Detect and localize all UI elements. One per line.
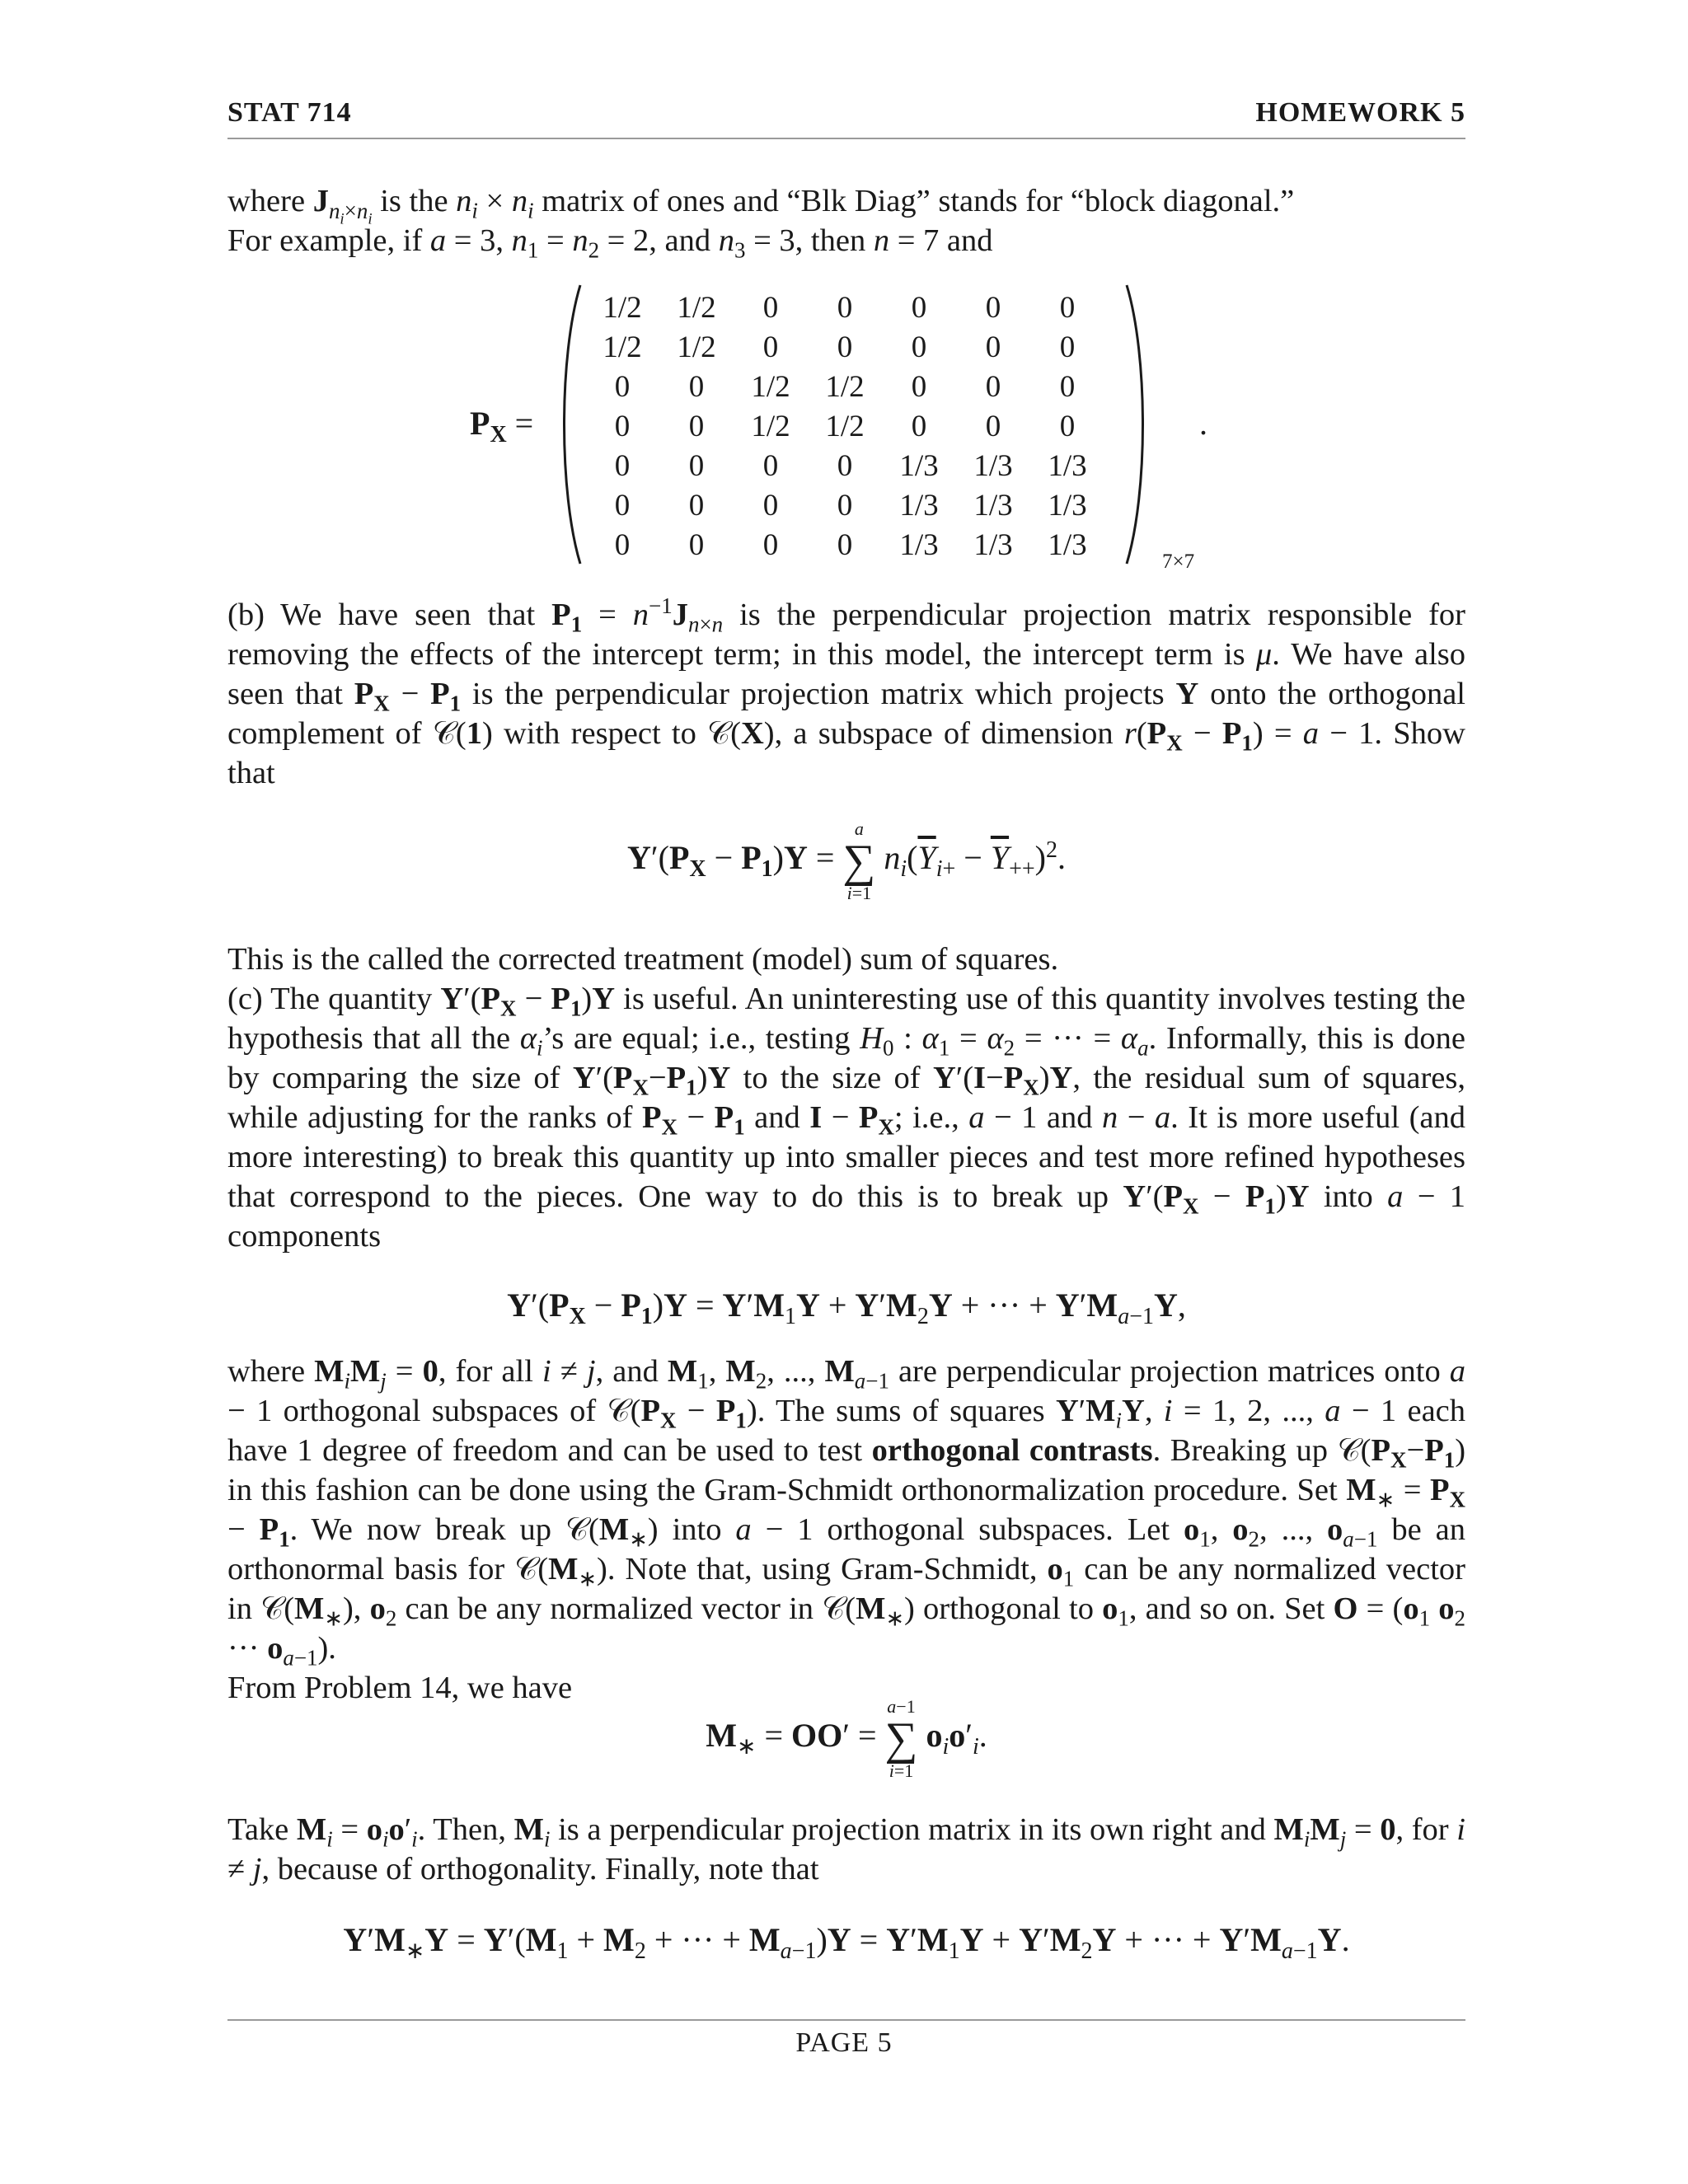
matrix-cell: 1/2 (825, 410, 865, 443)
matrix-cell: 1/3 (1048, 449, 1087, 483)
matrix-cell: 0 (688, 410, 705, 443)
page-number: PAGE 5 (795, 2027, 893, 2058)
matrix-cell: 0 (1059, 291, 1076, 325)
matrix-cell: 0 (985, 410, 1001, 443)
matrix-cell: 0 (911, 291, 927, 325)
matrix-cell: 1/3 (973, 528, 1013, 562)
equation-final: $Y'M_∗Y = Y'(M_1 + M_2$ + ··· + $M_{a-1})Y = Y'M_1Y + Y'M_2Y$ + ··· + $Y'M_{a-1}Y$. (343, 1921, 1350, 1964)
matrix-cell: 0 (614, 410, 631, 443)
matrix-cell: 0 (688, 449, 705, 483)
matrix-cell: 1/3 (973, 489, 1013, 523)
matrix-cell: 1/2 (603, 330, 642, 364)
final-paragraph: Take $M_i = o_io'_i$. Then, $M_i$ is a perpendicular projection matrix in its own right and $M_iM_j = 0$, for i ≠ j, because of orthogonality. Finally, note that (227, 1812, 1465, 1886)
part-b-paragraph: (b) We have seen that $P_1 = n^{-1}J_{n\times n}$ is the perpendicular projection matrix responsible for removing the effects of the intercept term; in this model, the intercept term is μ. We have also seen that $P_X - P_1$ is the perpendicular projection matrix which projects Y onto the orthogonal complement of 𝒞(1) with respect to 𝒞(X), a subspace of dimension $r(P_X - P_1) = a - 1$. Show that (227, 593, 1466, 790)
matrix-cell: 1/2 (751, 370, 790, 404)
matrix-cell: 0 (985, 370, 1001, 404)
matrix-cell: 0 (911, 370, 927, 404)
matrix-dimension: 7×7 (1162, 551, 1195, 573)
intro-paragraph (227, 181, 1465, 263)
matrix-cell: 0 (688, 528, 705, 562)
matrix-cell: 0 (837, 489, 853, 523)
equation-decomposition: $Y'(P_X - P_1)Y = Y'M_1Y + Y'M_2Y$ + ··· + $Y'M_{a-1}Y$, (507, 1286, 1186, 1329)
matrix-cell: 0 (985, 291, 1001, 325)
orthogonal-contrasts-paragraph: where $M_iM_j = 0$, for all i ≠ j, and $M_1$, $M_2$, ..., $M_{a-1}$ are perpendicular projection matrices onto a − 1 orthogonal subspaces of $𝒞(P_X - P_1)$. The sums of squares $Y'M_iY$, i = 1, 2, ..., a − 1 each have 1 degree of freedom and can be used to test orthogonal contrasts. Breaking up $𝒞(P_X-P_1)$ in this fashion can be done using the Gram-Schmidt orthonormalization procedure. Set $M_∗ = P_X - P_1$. We now break up $𝒞(M_∗)$ into a − 1 orthogonal subspaces. Let $o_1$, $o_2$, ..., $o_{a-1}$ be an orthonormal basis for $𝒞(M_∗)$. Note that, using Gram-Schmidt, $o_1$ can be any normalized vector in $𝒞(M_∗)$, $o_2$ can be any normalized vector in $𝒞(M_∗)$ orthogonal to $o_1$, and so on. Set $O = (o_1$ $o_2$ ··· $o_{a-1}$). From Problem 14, we have (227, 1354, 1466, 1705)
matrix-cell: 1/3 (899, 528, 939, 562)
matrix-cell: 0 (762, 449, 779, 483)
matrix-cell: 1/3 (1048, 489, 1087, 523)
matrix-cell: 0 (837, 291, 853, 325)
header-rule (227, 138, 1465, 139)
matrix-cell: 0 (614, 489, 631, 523)
page-header (227, 97, 1465, 135)
equation-sum-squares: $Y'(P_X - P_1)Y$ = a ∑ i=1 $n_i(\overline{Y}_{i+} - \overline{Y}_{++})^2$. (626, 818, 1066, 903)
intro-line-2: For example, if a = 3, $n_1 = n_2 = 2$, and $n_3 = 3$, then n = 7 and (227, 223, 993, 263)
matrix-label: $P_X$ = (470, 405, 534, 448)
course-title: STAT 714 (227, 97, 352, 128)
matrix-cell: 0 (614, 449, 631, 483)
matrix-cell: 0 (762, 291, 779, 325)
left-paren (556, 282, 584, 567)
matrix-cell: 1/2 (677, 330, 716, 364)
matrix-cell: 0 (614, 528, 631, 562)
matrix-cell: 1/2 (603, 291, 642, 325)
homework-title: HOMEWORK 5 (1255, 97, 1465, 128)
matrix-cell: 1/3 (899, 449, 939, 483)
matrix-cell: 0 (837, 449, 853, 483)
matrix-cell: 1/2 (677, 291, 716, 325)
matrix-cell: 0 (837, 528, 853, 562)
matrix-cell: 0 (762, 489, 779, 523)
matrix-cell: 0 (688, 370, 705, 404)
matrix-cell: 0 (985, 330, 1001, 364)
matrix-grid (585, 288, 1104, 565)
matrix-cell: 1/3 (1048, 528, 1087, 562)
intro-line-1: where $J_{n_i\times n_i}$ is the $n_i \times n_i$ matrix of ones and “Blk Diag” stands for “block diagonal.” (227, 184, 1295, 228)
matrix-cell: 1/2 (751, 410, 790, 443)
matrix-cell: 0 (1059, 410, 1076, 443)
matrix-cell: 0 (688, 489, 705, 523)
matrix-cell: 0 (1059, 370, 1076, 404)
equation-oo-prime: $M_∗ = OO'$ = a−1 ∑ i=1 $o_io'_i$. (706, 1696, 987, 1781)
projection-matrix-example (470, 288, 1212, 573)
matrix-cell: 0 (837, 330, 853, 364)
matrix-cell: 0 (1059, 330, 1076, 364)
matrix-period: . (1199, 405, 1207, 442)
matrix-cell: 0 (762, 528, 779, 562)
matrix-cell: 0 (614, 370, 631, 404)
matrix-cell: 0 (911, 410, 927, 443)
matrix-cell: 1/3 (899, 489, 939, 523)
matrix-cell: 1/2 (825, 370, 865, 404)
matrix-cell: 1/3 (973, 449, 1013, 483)
matrix-cell: 0 (911, 330, 927, 364)
right-paren (1123, 282, 1151, 567)
part-c-paragraph: This is the called the corrected treatment (model) sum of squares. (c) The quantity $Y'(P_X - P_1)Y$ is useful. An uninteresting use of this quantity involves testing the hypothesis that all the $\alpha_i’s$ are equal; i.e., testing $H_0$ : $\alpha_1 = \alpha_2$ = ··· = $\alpha_a$. Informally, this is done by comparing the size of $Y'(P_X-P_1)Y$ to the size of $Y'(I-P_X)Y$, the residual sum of squares, while adjusting for the ranks of $P_X - P_1$ and $I - P_X$; i.e., a − 1 and n − a. It is more useful (and more interesting) to break this quantity up into smaller pieces and test more refined hypotheses that correspond to the pieces. One way to do this is to break up $Y'(P_X - P_1)Y$ into a − 1 components (227, 942, 1465, 1254)
footer-rule (227, 2019, 1465, 2021)
matrix-cell: 0 (762, 330, 779, 364)
